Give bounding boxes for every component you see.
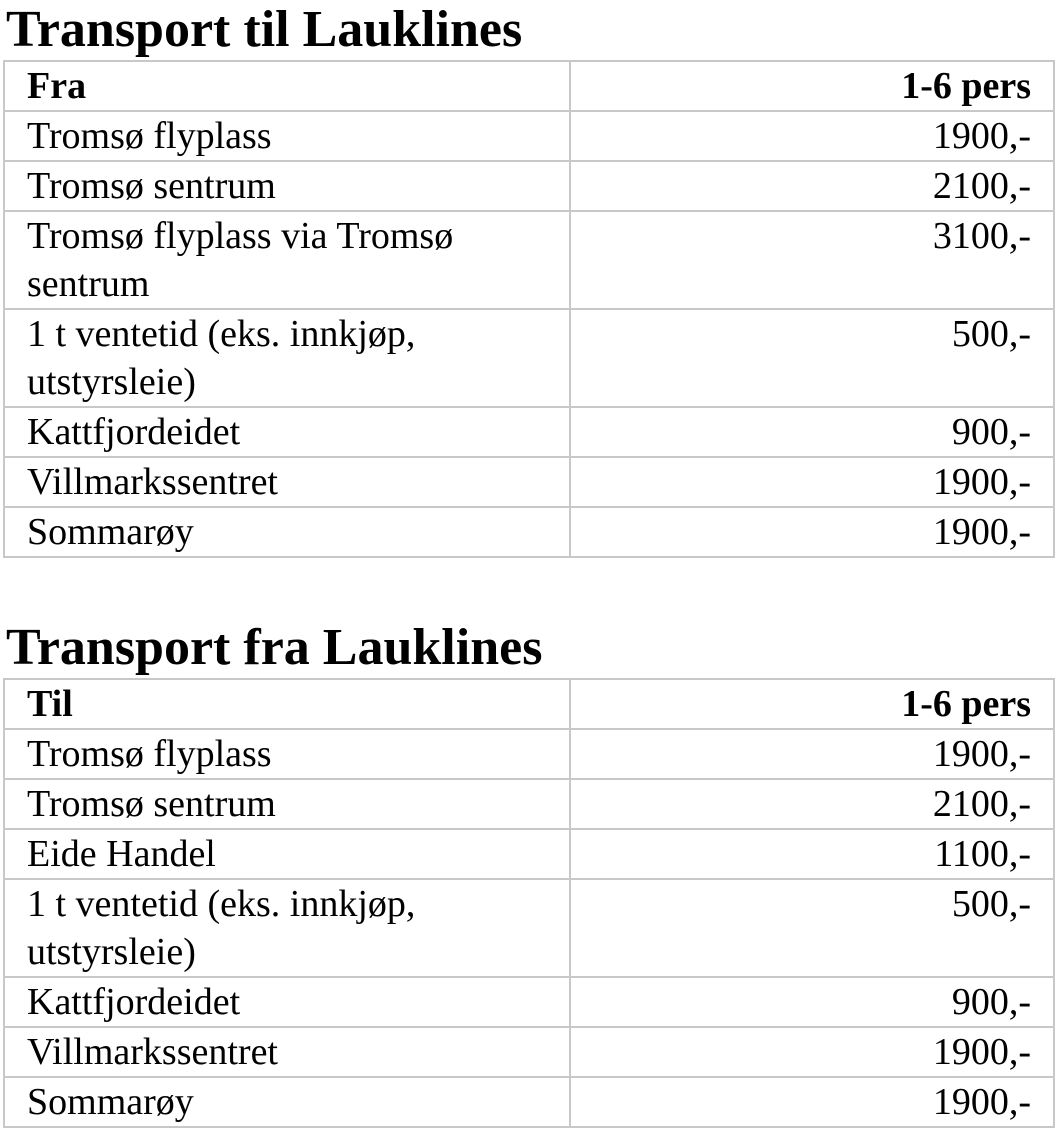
place-cell: 1 t ventetid (eks. innkjøp, utstyrsleie) bbox=[4, 879, 570, 977]
place-cell: Tromsø flyplass bbox=[4, 729, 570, 779]
price-cell: 2100,- bbox=[570, 161, 1054, 211]
place-cell: 1 t ventetid (eks. innkjøp, utstyrsleie) bbox=[4, 309, 570, 407]
table-row bbox=[4, 507, 1054, 557]
place-cell: Kattfjordeidet bbox=[4, 977, 570, 1027]
place-cell: Villmarkssentret bbox=[4, 1027, 570, 1077]
table-row bbox=[4, 729, 1054, 779]
price-cell: 1900,- bbox=[570, 111, 1054, 161]
table-row bbox=[4, 1027, 1054, 1077]
place-cell: Villmarkssentret bbox=[4, 457, 570, 507]
transport-from-section bbox=[0, 618, 1060, 1123]
column-header-persons: 1-6 pers bbox=[570, 61, 1054, 111]
place-cell: Eide Handel bbox=[4, 829, 570, 879]
table-row bbox=[4, 211, 1054, 309]
price-cell: 3100,- bbox=[570, 211, 1054, 309]
column-header-to: Til bbox=[4, 679, 570, 729]
price-cell: 1900,- bbox=[570, 1027, 1054, 1077]
column-header-persons: 1-6 pers bbox=[570, 679, 1054, 729]
table-header-row bbox=[4, 61, 1054, 111]
price-cell: 500,- bbox=[570, 879, 1054, 977]
place-cell: Kattfjordeidet bbox=[4, 407, 570, 457]
transport-to-section bbox=[0, 0, 1060, 553]
table-row bbox=[4, 457, 1054, 507]
price-cell: 900,- bbox=[570, 407, 1054, 457]
place-cell: Sommarøy bbox=[4, 507, 570, 557]
column-header-from: Fra bbox=[4, 61, 570, 111]
price-cell: 2100,- bbox=[570, 779, 1054, 829]
place-cell: Tromsø flyplass via Tromsø sentrum bbox=[4, 211, 570, 309]
transport-to-title: Transport til Lauklines bbox=[6, 1, 523, 58]
place-cell: Tromsø sentrum bbox=[4, 161, 570, 211]
price-cell: 1900,- bbox=[570, 1077, 1054, 1127]
table-row bbox=[4, 879, 1054, 977]
table-row bbox=[4, 779, 1054, 829]
price-cell: 1100,- bbox=[570, 829, 1054, 879]
table-row bbox=[4, 977, 1054, 1027]
table-row bbox=[4, 161, 1054, 211]
table-row bbox=[4, 829, 1054, 879]
price-cell: 1900,- bbox=[570, 507, 1054, 557]
price-cell: 900,- bbox=[570, 977, 1054, 1027]
table-header-row bbox=[4, 679, 1054, 729]
table-row bbox=[4, 111, 1054, 161]
place-cell: Tromsø sentrum bbox=[4, 779, 570, 829]
place-cell: Tromsø flyplass bbox=[4, 111, 570, 161]
place-cell: Sommarøy bbox=[4, 1077, 570, 1127]
price-cell: 1900,- bbox=[570, 457, 1054, 507]
price-cell: 1900,- bbox=[570, 729, 1054, 779]
transport-to-table bbox=[3, 60, 1055, 558]
table-row bbox=[4, 1077, 1054, 1127]
transport-from-title: Transport fra Lauklines bbox=[6, 619, 543, 676]
transport-from-table bbox=[3, 678, 1055, 1128]
table-row bbox=[4, 309, 1054, 407]
table-row bbox=[4, 407, 1054, 457]
price-cell: 500,- bbox=[570, 309, 1054, 407]
